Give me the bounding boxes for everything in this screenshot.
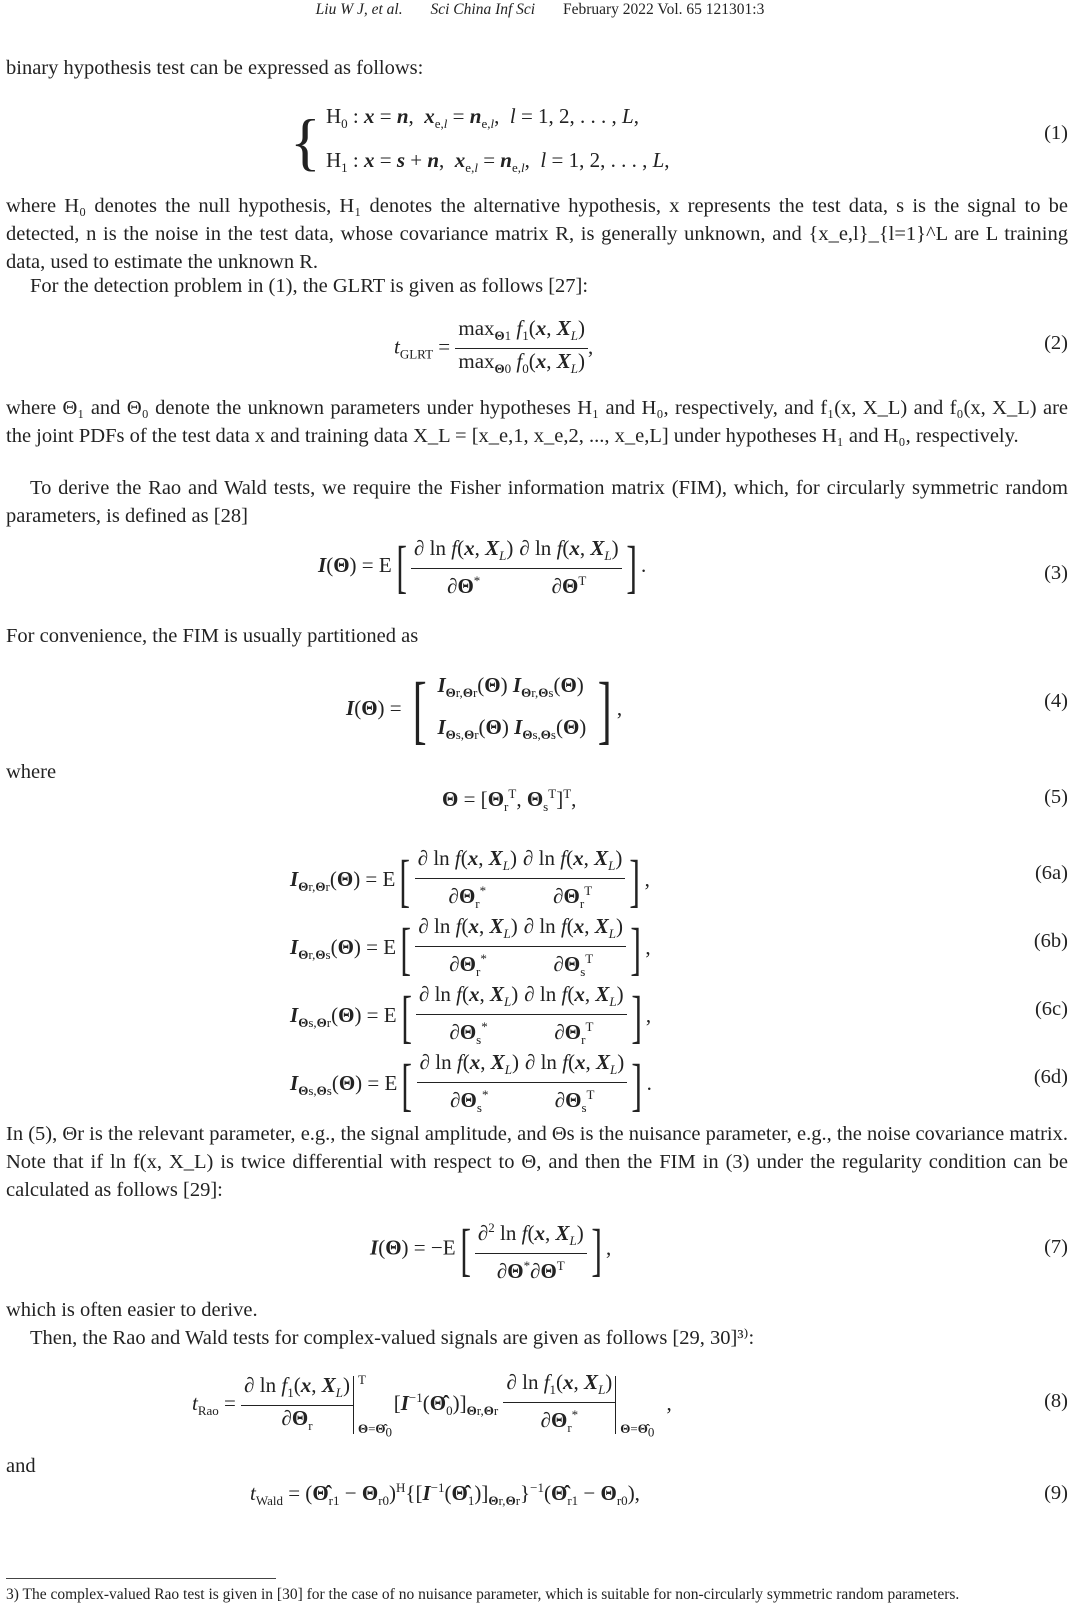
paragraph-easier: which is often easier to derive.	[6, 1299, 258, 1321]
paragraph-parameters: where Θ₁ and Θ₀ denote the unknown parameters under hypotheses H₁ and H₀, respectively, and f₁(x, X_L) and f₀(x, X_L) are the joint PDFs of the test data x and training data X_L = [x_e,1, x_e,2, ..., x_e,L] under hypotheses H₁ and H₀, respectively.	[6, 397, 1068, 447]
equation-number-6a: (6a)	[1034, 862, 1068, 884]
equation-6b: $I_{\Theta r,\Theta s}(\Theta) = E$[ $\frac{\partial \ln f(x, X_L)}{\partial\Theta_r^*}$ $\frac{\partial \ln f(x, X_L)}{\partial\Theta_s^T}$ ] ,	[290, 914, 651, 982]
equation-number-4: (4)	[1044, 690, 1068, 712]
equation-number-9: (9)	[1044, 1482, 1068, 1504]
equation-1: { $H_0$ : x = n, $x_{e,l} = n_{e,l}$, l = 1, 2, . . . , L, $H_1$ : x = s + n, $x_{e,l} = n_{e,l}$, l = 1, 2, . . . , L,	[290, 104, 670, 178]
equation-6a: $I_{\Theta r,\Theta r}(\Theta) = E$[ $\frac{\partial \ln f(x, X_L)}{\partial\Theta_r^*}$ $\frac{\partial \ln f(x, X_L)}{\partial\Theta_r^T}$ ] ,	[290, 846, 650, 914]
equation-number-6c: (6c)	[1034, 998, 1068, 1020]
equation-number-5: (5)	[1044, 786, 1068, 808]
equation-number-3: (3)	[1044, 562, 1068, 584]
equation-number-8: (8)	[1044, 1390, 1068, 1412]
header-issue: February 2022 Vol. 65 121301:3	[562, 1, 765, 18]
paragraph-where: where	[6, 761, 57, 783]
equation-8: $t_{Rao}$ = $\frac{\partial \ln f_1(x, X_L)}{\partial\Theta_r}$ T $\Theta=\Thetâ_0$ $[I^{-1}(\Thetâ_0)]_{\Theta r,\Theta r}$ $\frac{\partial \ln f_1(x, X_L)}{\partial\Theta_r^*}$ $\Theta=\Thetâ_0$ ,	[192, 1370, 672, 1440]
equation-3: I(Θ) = E[ $\frac{\partial \ln f(x, X_L)}{\partial\Theta^*}$ $\frac{\partial \ln f(x, X_L)}{\partial\Theta^T}$ ] .	[318, 534, 647, 600]
equation-number-7: (7)	[1044, 1236, 1068, 1258]
equation-number-6d: (6d)	[1033, 1066, 1068, 1088]
equation-7: I(Θ) = −E[ $\frac{\partial^2 \ln f(x, X_L)}{\partial\Theta^*\partial\Theta^T}$ ] ,	[370, 1216, 612, 1284]
paragraph-hypotheses: where H₀ denotes the null hypothesis, H₁ denotes the alternative hypothesis, x represents the test data, s is the signal to be detected, n is the noise in the test data, whose covariance matrix R, is generally unknown, and {x_e,l}_{l=1}^L are L training data, used to estimate the unknown R.	[6, 195, 1068, 273]
footnote-3: 3) The complex-valued Rao test is given in [30] for the case of no nuisance parameter, which is suitable for non-circularly symmetric random parameters.	[6, 1586, 960, 1603]
header-authors: Liu W J, et al.	[315, 1, 403, 18]
equation-number-2: (2)	[1044, 332, 1068, 354]
paragraph-rao-wald: Then, the Rao and Wald tests for complex-valued signals are given as follows [29, 30]³⁾:	[30, 1327, 755, 1349]
equation-number-1: (1)	[1044, 122, 1068, 144]
paragraph-fim: To derive the Rao and Wald tests, we require the Fisher information matrix (FIM), which, for circularly symmetric random parameters, is defined as [28]	[6, 477, 1068, 527]
paragraph-intro: binary hypothesis test can be expressed as follows:	[6, 57, 424, 79]
running-header	[0, 0, 1080, 22]
equation-6c: $I_{\Theta s,\Theta r}(\Theta) = E$[ $\frac{\partial \ln f(x, X_L)}{\partial\Theta_s^*}$ $\frac{\partial \ln f(x, X_L)}{\partial\Theta_r^T}$ ] ,	[290, 982, 652, 1050]
equation-number-6b: (6b)	[1033, 930, 1068, 952]
paragraph-glrt: For the detection problem in (1), the GLRT is given as follows [27]:	[30, 275, 589, 297]
equation-2: $t_{GLRT}$ = $\frac{\max_{\Theta 1} f_1(x, X_L)}{\max_{\Theta 0} f_0(x, X_L)}$ ,	[394, 316, 594, 377]
header-journal: Sci China Inf Sci	[430, 1, 536, 18]
equation-6d: $I_{\Theta s,\Theta s}(\Theta) = E$[ $\frac{\partial \ln f(x, X_L)}{\partial\Theta_s^*}$ $\frac{\partial \ln f(x, X_L)}{\partial\Theta_s^T}$ ] .	[290, 1050, 652, 1118]
equation-5: $\Theta = [\Theta_r^T$, $\Theta_s^T]^T$,	[442, 786, 577, 815]
footnote-rule	[6, 1578, 276, 1579]
paragraph-and: and	[6, 1455, 36, 1477]
paragraph-relevant-parameter: In (5), Θr is the relevant parameter, e.g., the signal amplitude, and Θs is the nuisance parameter, e.g., the noise covariance matrix. Note that if ln f(x, X_L) is twice differential with respect to Θ, and then the FIM in (3) under the regularity condition can be calculated as follows [29]:	[6, 1123, 1068, 1201]
paragraph-partition: For convenience, the FIM is usually partitioned as	[6, 625, 419, 647]
equation-4: I(Θ) = [ $I_{\Theta r,\Theta r}(\Theta)$ $I_{\Theta r,\Theta s}(\Theta)$ $I_{\Theta s,\Theta r}(\Theta)$ $I_{\Theta s,\Theta s}(\Theta)$ ] ,	[346, 668, 623, 753]
equation-9: $t_{Wald}$ = ($\Thetâ_{r1}$ − $\Theta_{r0})^H\{[I^{-1}(\Thetâ_1)]_{\Theta r,\Theta r}\}^{-1}(\Thetâ_{r1} - \Theta_{r0})$,	[250, 1480, 640, 1509]
